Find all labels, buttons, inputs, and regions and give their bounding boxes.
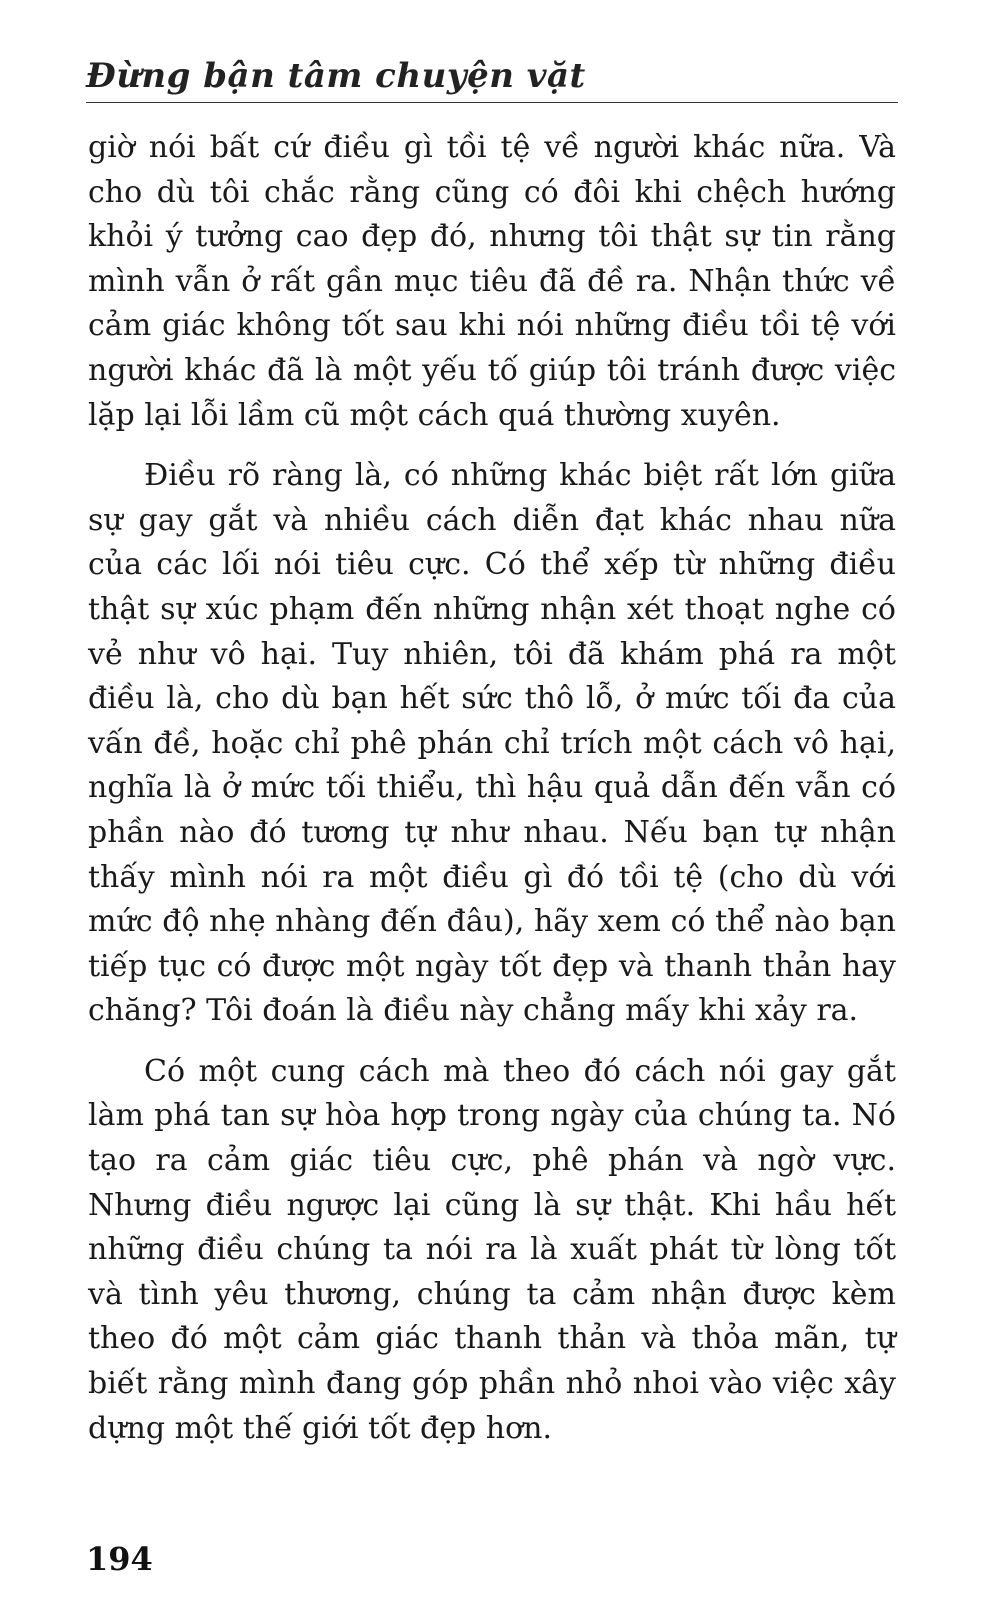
page-number: 194 [86,1540,153,1578]
running-header-title: Đừng bận tâm chuyện vặt [86,56,586,96]
header-divider [86,102,898,103]
paragraph: Có một cung cách mà theo đó cách nói gay gắt làm phá tan sự hòa hợp trong ngày của chúng ta. Nó tạo ra cảm giác tiêu cực, phê phán và ngờ vực. Nhưng điều ngược lại cũng là sự thật. Khi hầu hết những điều chúng ta nói ra là xuất phát từ lòng tốt và tình yêu thương, chúng ta cảm nhận được kèm theo đó một cảm giác thanh thản và thỏa mãn, tự biết rằng mình đang góp phần nhỏ nhoi vào việc xây dựng một thế giới tốt đẹp hơn. [88,1053,896,1446]
body-text [88,126,896,1467]
paragraph: Điều rõ ràng là, có những khác biệt rất lớn giữa sự gay gắt và nhiều cách diễn đạt khác nhau nữa của các lối nói tiêu cực. Có thể xếp từ những điều thật sự xúc phạm đến những nhận xét thoạt nghe có vẻ như vô hại. Tuy nhiên, tôi đã khám phá ra một điều là, cho dù bạn hết sức thô lỗ, ở mức tối đa của vấn đề, hoặc chỉ phê phán chỉ trích một cách vô hại, nghĩa là ở mức tối thiểu, thì hậu quả dẫn đến vẫn có phần nào đó tương tự như nhau. Nếu bạn tự nhận thấy mình nói ra một điều gì đó tồi tệ (cho dù với mức độ nhẹ nhàng đến đâu), hãy xem có thể nào bạn tiếp tục có được một ngày tốt đẹp và thanh thản hay chăng? Tôi đoán là điều này chẳng mấy khi xảy ra. [88,458,896,1029]
paragraph-continued: giờ nói bất cứ điều gì tồi tệ về người khác nữa. Và cho dù tôi chắc rằng cũng có đôi khi chệch hướng khỏi ý tưởng cao đẹp đó, nhưng tôi thật sự tin rằng mình vẫn ở rất gần mục tiêu đã đề ra. Nhận thức về cảm giác không tốt sau khi nói những điều tồi tệ với người khác đã là một yếu tố giúp tôi tránh được việc lặp lại lỗi lầm cũ một cách quá thường xuyên. [88,130,896,433]
